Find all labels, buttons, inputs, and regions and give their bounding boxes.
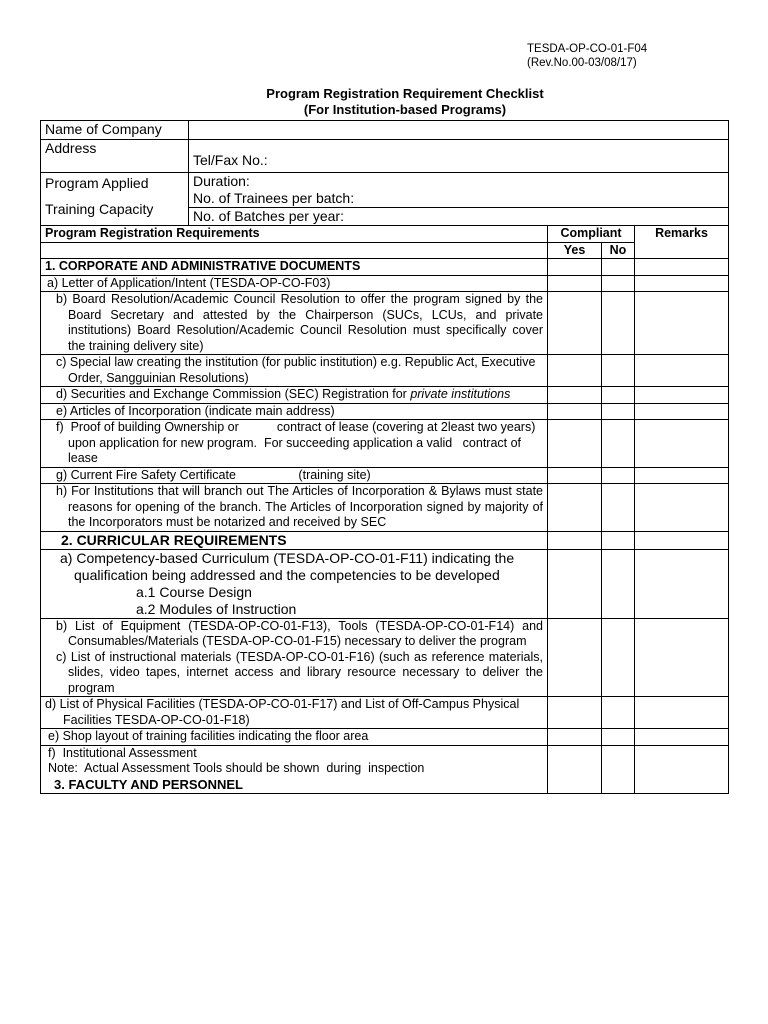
address-label: Address xyxy=(41,140,189,173)
remarks-cell[interactable] xyxy=(635,275,729,292)
requirement-text: e) Articles of Incorporation (indicate main address) xyxy=(41,403,548,420)
section-heading: 1. CORPORATE AND ADMINISTRATIVE DOCUMENTS xyxy=(41,259,548,276)
table-row xyxy=(41,275,729,292)
remarks-cell[interactable] xyxy=(635,745,729,794)
course-design-text: a.1 Course Design xyxy=(136,583,252,600)
requirements-header: Program Registration Requirements xyxy=(41,226,548,243)
requirement-text: d) List of Physical Facilities (TESDA-OP-CO-01-F17) and List of Off-Campus Physical Facilities TESDA-OP-CO-01-F18) xyxy=(41,697,548,729)
no-cell[interactable] xyxy=(602,275,635,292)
table-row xyxy=(41,467,729,484)
yes-cell[interactable] xyxy=(548,355,602,387)
requirement-text-italic: private institutions xyxy=(410,387,511,401)
requirement-text: e) Shop layout of training facilities indicating the floor area xyxy=(41,729,548,746)
requirement-text: a) Letter of Application/Intent (TESDA-OP-CO-F03) xyxy=(41,275,548,292)
requirement-text: b) List of Equipment (TESDA-OP-CO-01-F13), Tools (TESDA-OP-CO-01-F14) and Consumables/Materials (TESDA-OP-CO-01-F15) necessary to deliver the program xyxy=(41,618,548,650)
remarks-cell[interactable] xyxy=(635,387,729,404)
table-row xyxy=(41,292,729,355)
no-cell[interactable] xyxy=(602,355,635,387)
column-header-row xyxy=(41,226,729,243)
requirement-text xyxy=(41,549,548,618)
no-cell[interactable] xyxy=(602,387,635,404)
no-cell[interactable] xyxy=(602,650,635,697)
no-cell[interactable] xyxy=(602,259,635,276)
table-row xyxy=(41,745,729,794)
company-label: Name of Company xyxy=(41,121,189,140)
requirement-text: g) Current Fire Safety Certificate (training site) xyxy=(41,467,548,484)
remarks-cell[interactable] xyxy=(635,259,729,276)
requirement-text: f) Proof of building Ownership or contract of lease (covering at 2least two years) upon application for new program. For succeeding application a valid contract of lease xyxy=(41,420,548,468)
table-row xyxy=(41,618,729,650)
address-row xyxy=(41,140,729,173)
modules-text: a.2 Modules of Instruction xyxy=(136,600,297,617)
remarks-cell[interactable] xyxy=(635,531,729,549)
yes-no-row xyxy=(41,242,729,259)
company-row xyxy=(41,121,729,140)
remarks-cell[interactable] xyxy=(635,618,729,650)
no-cell[interactable] xyxy=(602,697,635,729)
revision-number: (Rev.No.00-03/08/17) xyxy=(527,57,637,69)
checklist-table xyxy=(40,120,729,794)
requirement-text xyxy=(41,745,548,794)
yes-cell[interactable] xyxy=(548,292,602,355)
section-row xyxy=(41,259,729,276)
remarks-cell[interactable] xyxy=(635,697,729,729)
program-applied-label: Program Applied xyxy=(45,175,149,191)
yes-cell[interactable] xyxy=(548,618,602,650)
yes-cell[interactable] xyxy=(548,403,602,420)
requirement-text-main: d) Securities and Exchange Commission (SEC) Registration for xyxy=(56,387,411,401)
company-value[interactable] xyxy=(189,121,729,140)
yes-cell[interactable] xyxy=(548,650,602,697)
table-row xyxy=(41,420,729,468)
no-cell[interactable] xyxy=(602,618,635,650)
no-cell[interactable] xyxy=(602,484,635,532)
yes-header: Yes xyxy=(548,242,602,259)
training-capacity-label: Training Capacity xyxy=(45,201,154,217)
table-row xyxy=(41,403,729,420)
tel-fax-label: Tel/Fax No.: xyxy=(189,140,729,173)
compliant-header: Compliant xyxy=(548,226,635,243)
page-title: Program Registration Requirement Checklist xyxy=(266,86,544,101)
doc-code: TESDA-OP-CO-01-F04 xyxy=(527,43,648,55)
no-cell[interactable] xyxy=(602,531,635,549)
remarks-cell[interactable] xyxy=(635,729,729,746)
requirement-text: c) List of instructional materials (TESDA-OP-CO-01-F16) (such as reference materials, slides, video tapes, internet access and library resource necessary to deliver the program xyxy=(41,650,548,697)
no-cell[interactable] xyxy=(602,745,635,794)
table-row xyxy=(41,355,729,387)
yes-cell[interactable] xyxy=(548,259,602,276)
remarks-cell[interactable] xyxy=(635,292,729,355)
yes-cell[interactable] xyxy=(548,484,602,532)
yes-cell[interactable] xyxy=(548,420,602,468)
trainees-label: No. of Trainees per batch: xyxy=(189,190,729,208)
no-cell[interactable] xyxy=(602,420,635,468)
no-cell[interactable] xyxy=(602,403,635,420)
table-row xyxy=(41,650,729,697)
yes-cell[interactable] xyxy=(548,387,602,404)
yes-cell[interactable] xyxy=(548,729,602,746)
yes-cell[interactable] xyxy=(548,697,602,729)
duration-label: Duration: xyxy=(189,173,729,191)
batches-label: No. of Batches per year: xyxy=(189,208,729,226)
remarks-cell[interactable] xyxy=(635,420,729,468)
table-row xyxy=(41,484,729,532)
curriculum-text: a) Competency-based Curriculum (TESDA-OP-CO-01-F11) indicating the qualification being addressed and the competencies to be developed xyxy=(60,549,515,583)
section-row xyxy=(41,531,729,549)
yes-cell[interactable] xyxy=(548,745,602,794)
remarks-cell[interactable] xyxy=(635,467,729,484)
program-row xyxy=(41,173,729,191)
requirement-text: h) For Institutions that will branch out The Articles of Incorporation & Bylaws must state reasons for opening of the branch. The Articles of Incorporation signed by majority of the Incorporators must be notarized and received by SEC xyxy=(41,484,548,532)
requirement-text: b) Board Resolution/Academic Council Resolution to offer the program signed by the Board Secretary and attested by the Chairperson (SUCs, LCUs, and private institutions) Board Resolution/Academic Council Resolution must specifically cover the training delivery site) xyxy=(41,292,548,355)
assessment-text: f) Institutional Assessment xyxy=(48,745,197,760)
remarks-header: Remarks xyxy=(635,226,729,259)
requirement-text xyxy=(41,387,548,404)
yes-cell[interactable] xyxy=(548,549,602,618)
table-row xyxy=(41,387,729,404)
yes-cell[interactable] xyxy=(548,275,602,292)
remarks-cell[interactable] xyxy=(635,549,729,618)
table-row xyxy=(41,729,729,746)
requirement-text: c) Special law creating the institution (for public institution) e.g. Republic Act, Executive Order, Sangguinian Resolutions) xyxy=(41,355,548,387)
no-cell[interactable] xyxy=(602,292,635,355)
remarks-cell[interactable] xyxy=(635,650,729,697)
remarks-cell[interactable] xyxy=(635,403,729,420)
no-cell[interactable] xyxy=(602,549,635,618)
no-cell[interactable] xyxy=(602,467,635,484)
section-heading: 2. CURRICULAR REQUIREMENTS xyxy=(41,531,548,549)
no-header: No xyxy=(602,242,635,259)
table-row xyxy=(41,549,729,618)
remarks-cell[interactable] xyxy=(635,484,729,532)
program-capacity-cell xyxy=(41,173,189,226)
page-subtitle: (For Institution-based Programs) xyxy=(303,102,507,117)
table-row xyxy=(41,697,729,729)
yes-cell[interactable] xyxy=(548,531,602,549)
remarks-cell[interactable] xyxy=(635,355,729,387)
yes-cell[interactable] xyxy=(548,467,602,484)
section-heading: 3. FACULTY AND PERSONNEL xyxy=(54,776,244,792)
assessment-note: Note: Actual Assessment Tools should be shown during inspection xyxy=(48,761,425,775)
document-code xyxy=(527,42,647,70)
no-cell[interactable] xyxy=(602,729,635,746)
